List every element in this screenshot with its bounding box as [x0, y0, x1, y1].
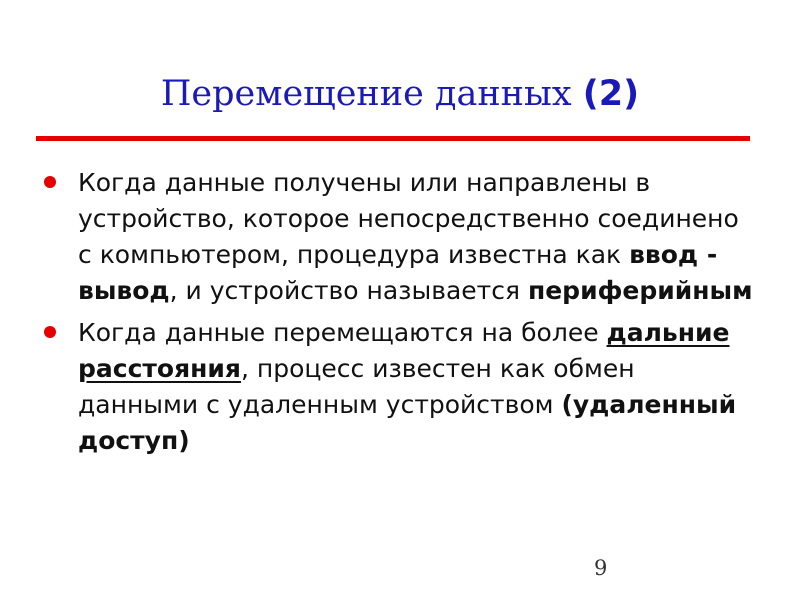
bullet-item	[38, 315, 753, 459]
bullet-text: , процесс известен как обмен данными с удаленным устройством	[78, 354, 635, 419]
slide-title-text: Перемещение данных	[160, 74, 572, 114]
bullet-emphasis-underlined: дальние расстояния	[78, 318, 730, 383]
bullet-item	[38, 165, 753, 309]
bullet-list	[38, 165, 753, 465]
bullet-emphasis: ввод - вывод	[78, 240, 718, 305]
bullet-emphasis: периферийным	[527, 276, 753, 305]
slide-title	[0, 70, 800, 118]
bullet-dot-icon	[44, 176, 56, 188]
title-divider	[36, 136, 750, 141]
bullet-dot-icon	[44, 326, 56, 338]
page-number: 9	[594, 556, 608, 580]
bullet-text: , и устройство называется	[169, 276, 528, 305]
bullet-text: Когда данные перемещаются на более	[78, 318, 607, 347]
slide-title-number: (2)	[582, 74, 640, 114]
bullet-text: Когда данные получены или направлены в устройство, которое непосредственно соединено с компьютером, процедура известна как	[78, 168, 739, 269]
bullet-emphasis: (удаленный доступ)	[78, 390, 737, 455]
